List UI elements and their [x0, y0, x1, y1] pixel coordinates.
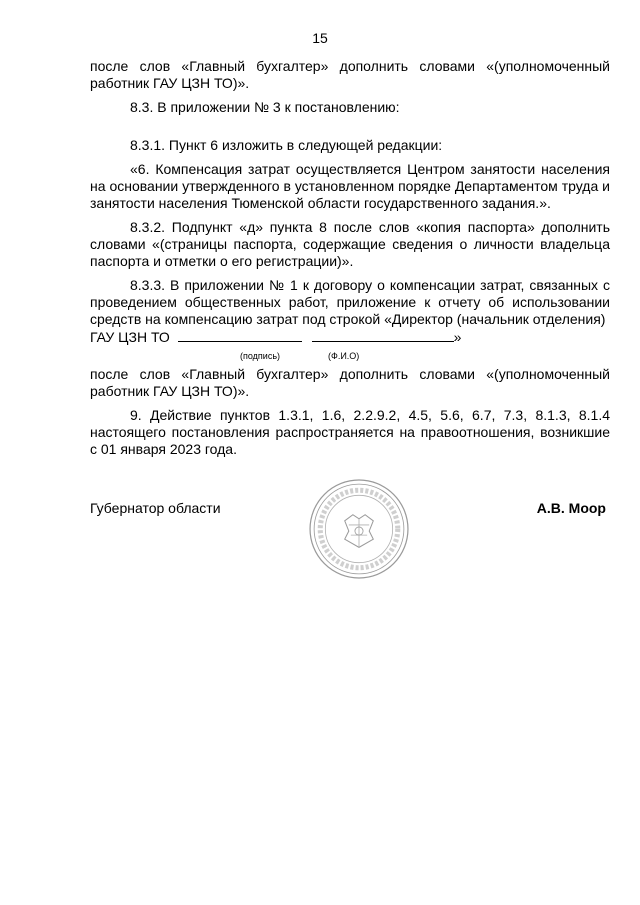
- paragraph-8-3: 8.3. В приложении № 3 к постановлению:: [130, 99, 400, 115]
- signature-blank-line: [178, 328, 302, 342]
- paragraph-chief-accountant-2: после слов «Главный бухгалтер» дополнить словами «(уполномоченный работник ГАУ ЦЗН ТО)».: [90, 366, 610, 399]
- paragraph-8-3-2: 8.3.2. Подпункт «д» пункта 8 после слов «копия паспорта» дополнить словами «(страницы паспорта, содержащие сведения о личности владельца паспорта и отметки о его регистрации)».: [90, 219, 610, 269]
- paragraph-point-6: «6. Компенсация затрат осуществляется Центром занятости населения на основании утвержденного в установленном порядке Департаментом труда и занятости населения Тюменской области государственного задания.».: [90, 161, 610, 211]
- official-seal-icon: [308, 478, 410, 580]
- governor-name: А.В. Моор: [536, 500, 606, 516]
- document-body: [90, 58, 610, 465]
- caption-signature: (подпись): [240, 351, 281, 361]
- name-blank-line: [312, 328, 454, 342]
- signature-captions: [90, 348, 610, 366]
- org-name-text: ГАУ ЦЗН ТО: [90, 329, 170, 345]
- page-number: 15: [312, 30, 328, 46]
- paragraph-8-3-3: 8.3.3. В приложении № 1 к договору о компенсации затрат, связанных с проведением общественных работ, приложение к отчету об использовании средств на компенсацию затрат под строкой «Директор (начальник отделения): [90, 277, 610, 327]
- governor-title: Губернатор области: [90, 500, 221, 516]
- closing-quote: »: [453, 329, 462, 345]
- paragraph-8-3-1: 8.3.1. Пункт 6 изложить в следующей редакции:: [130, 137, 443, 153]
- paragraph-chief-accountant-1: после слов «Главный бухгалтер» дополнить словами «(уполномоченный работник ГАУ ЦЗН ТО)».: [90, 58, 610, 91]
- caption-name: (Ф.И.О): [328, 351, 360, 361]
- signature-line-row: [90, 328, 610, 346]
- paragraph-9: 9. Действие пунктов 1.3.1, 1.6, 2.2.9.2, 4.5, 5.6, 6.7, 7.3, 8.1.3, 8.1.4 настоящего постановления распространяется на правоотношения, возникшие с 01 января 2023 года.: [90, 407, 610, 457]
- signature-block: [90, 500, 610, 600]
